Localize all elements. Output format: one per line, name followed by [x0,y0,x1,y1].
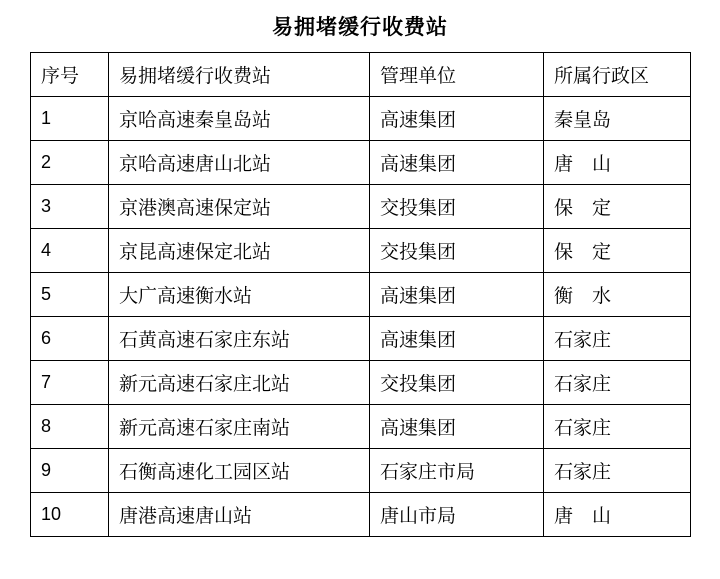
cell-index: 6 [31,317,109,361]
table-row [31,185,691,229]
page-title: 易拥堵缓行收费站 [272,14,448,39]
cell-station: 唐港高速唐山站 [109,493,370,537]
cell-unit: 高速集团 [370,405,544,449]
cell-station: 石衡高速化工园区站 [109,449,370,493]
cell-district: 石家庄 [544,449,691,493]
table-row [31,141,691,185]
cell-index: 7 [31,361,109,405]
cell-index: 10 [31,493,109,537]
cell-station: 新元高速石家庄北站 [109,361,370,405]
cell-district: 石家庄 [544,317,691,361]
column-header-unit: 管理单位 [370,53,544,97]
cell-station: 京哈高速唐山北站 [109,141,370,185]
table-row [31,361,691,405]
cell-index: 3 [31,185,109,229]
table-body [31,97,691,537]
cell-index: 1 [31,97,109,141]
cell-district: 保 定 [544,185,691,229]
table-row [31,405,691,449]
table-row [31,449,691,493]
cell-unit: 交投集团 [370,229,544,273]
column-header-district: 所属行政区 [544,53,691,97]
cell-unit: 高速集团 [370,141,544,185]
cell-district: 石家庄 [544,405,691,449]
table-row [31,97,691,141]
cell-station: 大广高速衡水站 [109,273,370,317]
cell-unit: 高速集团 [370,317,544,361]
table-header-row [31,53,691,97]
cell-district: 保 定 [544,229,691,273]
cell-station: 京哈高速秦皇岛站 [109,97,370,141]
cell-unit: 高速集团 [370,97,544,141]
cell-index: 4 [31,229,109,273]
cell-unit: 交投集团 [370,185,544,229]
column-header-index: 序号 [31,53,109,97]
cell-index: 2 [31,141,109,185]
table-row [31,229,691,273]
toll-station-table [30,52,691,537]
cell-station: 新元高速石家庄南站 [109,405,370,449]
cell-station: 石黄高速石家庄东站 [109,317,370,361]
cell-unit: 交投集团 [370,361,544,405]
cell-station: 京港澳高速保定站 [109,185,370,229]
cell-district: 唐 山 [544,493,691,537]
cell-district: 石家庄 [544,361,691,405]
cell-station: 京昆高速保定北站 [109,229,370,273]
column-header-station: 易拥堵缓行收费站 [109,53,370,97]
cell-index: 5 [31,273,109,317]
cell-index: 8 [31,405,109,449]
cell-district: 衡 水 [544,273,691,317]
table-header [31,53,691,97]
table-row [31,493,691,537]
table-row [31,273,691,317]
cell-index: 9 [31,449,109,493]
cell-district: 唐 山 [544,141,691,185]
cell-district: 秦皇岛 [544,97,691,141]
cell-unit: 唐山市局 [370,493,544,537]
table-row [31,317,691,361]
cell-unit: 石家庄市局 [370,449,544,493]
cell-unit: 高速集团 [370,273,544,317]
